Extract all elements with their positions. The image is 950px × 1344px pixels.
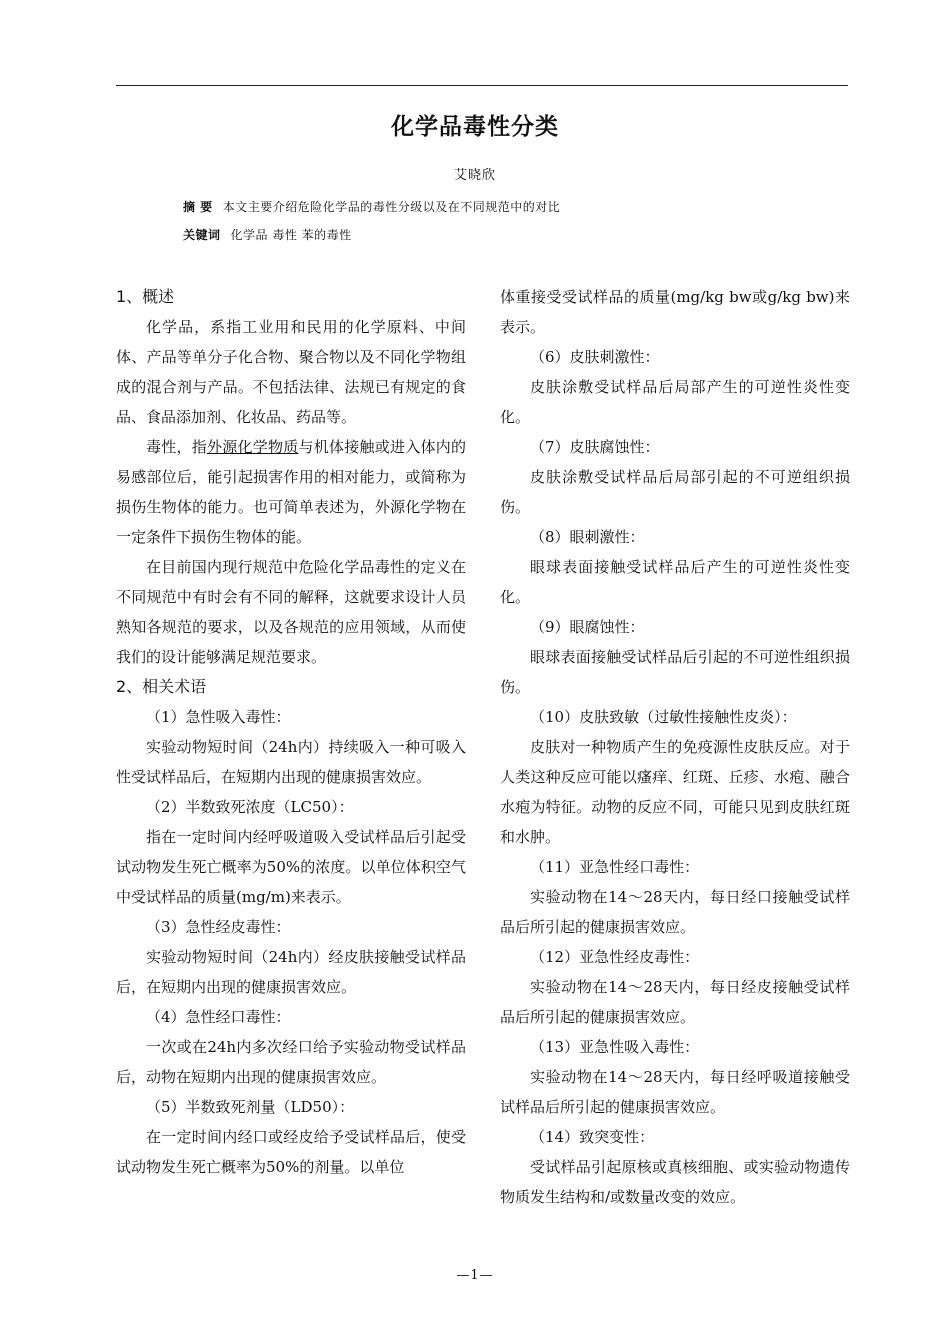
term-definition: 皮肤涂敷受试样品后局部产生的可逆性炎性变化。 — [500, 378, 850, 426]
term-title: （7）皮肤腐蚀性： — [530, 438, 660, 456]
section-heading-overview: 1、概述 — [116, 287, 175, 306]
term-title: （3）急性经皮毒性： — [146, 918, 291, 936]
term-definition: 实验动物在14～28天内，每日经口接触受试样品后所引起的健康损害效应。 — [500, 888, 850, 936]
page-number: —1— — [456, 1268, 494, 1283]
keywords-line — [183, 226, 352, 243]
term-title: （4）急性经口毒性： — [146, 1008, 291, 1026]
term-definition: 实验动物短时间（24h内）持续吸入一种可吸入性受试样品后，在短期内出现的健康损害效应。 — [116, 738, 466, 786]
author-name: 艾晓欣 — [453, 168, 496, 183]
term-definition: 皮肤涂敷受试样品后局部引起的不可逆组织损伤。 — [500, 468, 850, 516]
term-title: （6）皮肤刺激性： — [530, 348, 660, 366]
paragraph-chemicals: 化学品，系指工业用和民用的化学原料、中间体、产品等单分子化合物、聚合物以及不同化学物组成的混合剂与产品。不包括法律、法规已有规定的食品、食品添加剂、化妆品、药品等。 — [116, 318, 466, 426]
header-rule — [116, 85, 848, 86]
keywords-text: 化学品 毒性 苯的毒性 — [230, 228, 352, 242]
section-heading-terms: 2、相关术语 — [116, 677, 207, 696]
keywords-label: 关键词 — [183, 228, 221, 242]
term-definition-continued: 体重接受受试样品的质量(mg/kg bw或g/kg bw)来表示。 — [500, 288, 850, 336]
term-definition: 一次或在24h内多次经口给予实验动物受试样品后，动物在短期内出现的健康损害效应。 — [116, 1038, 466, 1086]
right-column — [500, 282, 850, 1212]
toxicity-text-start: 毒性，指 — [146, 438, 207, 456]
term-title: （9）眼腐蚀性： — [530, 618, 645, 636]
term-title: （14）致突变性： — [530, 1128, 655, 1146]
term-definition: 眼球表面接触受试样品后引起的不可逆性组织损伤。 — [500, 648, 850, 696]
term-definition: 受试样品引起原核或真核细胞、或实验动物遗传物质发生结构和/或数量改变的效应。 — [500, 1158, 850, 1206]
term-title: （2）半数致死浓度（LC50）： — [146, 798, 354, 816]
term-title: （11）亚急性经口毒性： — [530, 858, 700, 876]
term-title: （8）眼刺激性： — [530, 528, 645, 546]
paragraph-regulations: 在目前国内现行规范中危险化学品毒性的定义在不同规范中有时会有不同的解释，这就要求设计人员熟知各规范的要求，以及各规范的应用领域，从而使我们的设计能够满足规范要求。 — [116, 558, 466, 666]
term-definition: 指在一定时间内经呼吸道吸入受试样品后引起受试动物发生死亡概率为50%的浓度。以单位体积空气中受试样品的质量(mg/m)来表示。 — [116, 828, 466, 906]
term-definition: 在一定时间内经口或经皮给予受试样品后，使受试动物发生死亡概率为50%的剂量。以单位 — [116, 1128, 466, 1176]
term-title: （10）皮肤致敏（过敏性接触性皮炎）： — [530, 708, 797, 726]
term-definition: 实验动物短时间（24h内）经皮肤接触受试样品后，在短期内出现的健康损害效应。 — [116, 948, 466, 996]
term-title: （13）亚急性吸入毒性： — [530, 1038, 700, 1056]
term-definition: 皮肤对一种物质产生的免疫源性皮肤反应。对于人类这种反应可能以瘙痒、红斑、丘疹、水疱、融合水疱为特征。动物的反应不同，可能只见到皮肤红斑和水肿。 — [500, 738, 850, 846]
left-column — [116, 282, 466, 1182]
term-definition: 实验动物在14～28天内，每日经皮接触受试样品后所引起的健康损害效应。 — [500, 978, 850, 1026]
term-title: （5）半数致死剂量（LD50）： — [146, 1098, 355, 1116]
abstract-text: 本文主要介绍危险化学品的毒性分级以及在不同规范中的对比 — [222, 200, 561, 214]
abstract-label: 摘 要 — [183, 200, 213, 214]
term-definition: 实验动物在14～28天内，每日经呼吸道接触受试样品后所引起的健康损害效应。 — [500, 1068, 850, 1116]
document-title: 化学品毒性分类 — [391, 114, 559, 140]
abstract-line — [183, 198, 560, 215]
term-title: （1）急性吸入毒性： — [146, 708, 291, 726]
toxicity-text-end: 与机体接触或进入体内的易感部位后，能引起损害作用的相对能力，或简称为损伤生物体的能力。也可简单表述为，外源化学物在一定条件下损伤生物体的能。 — [116, 438, 466, 546]
term-definition: 眼球表面接触受试样品后产生的可逆性炎性变化。 — [500, 558, 850, 606]
term-title: （12）亚急性经皮毒性： — [530, 948, 700, 966]
paragraph-toxicity — [116, 432, 466, 552]
xenobiotic-link[interactable]: 外源化学物质 — [207, 438, 299, 456]
